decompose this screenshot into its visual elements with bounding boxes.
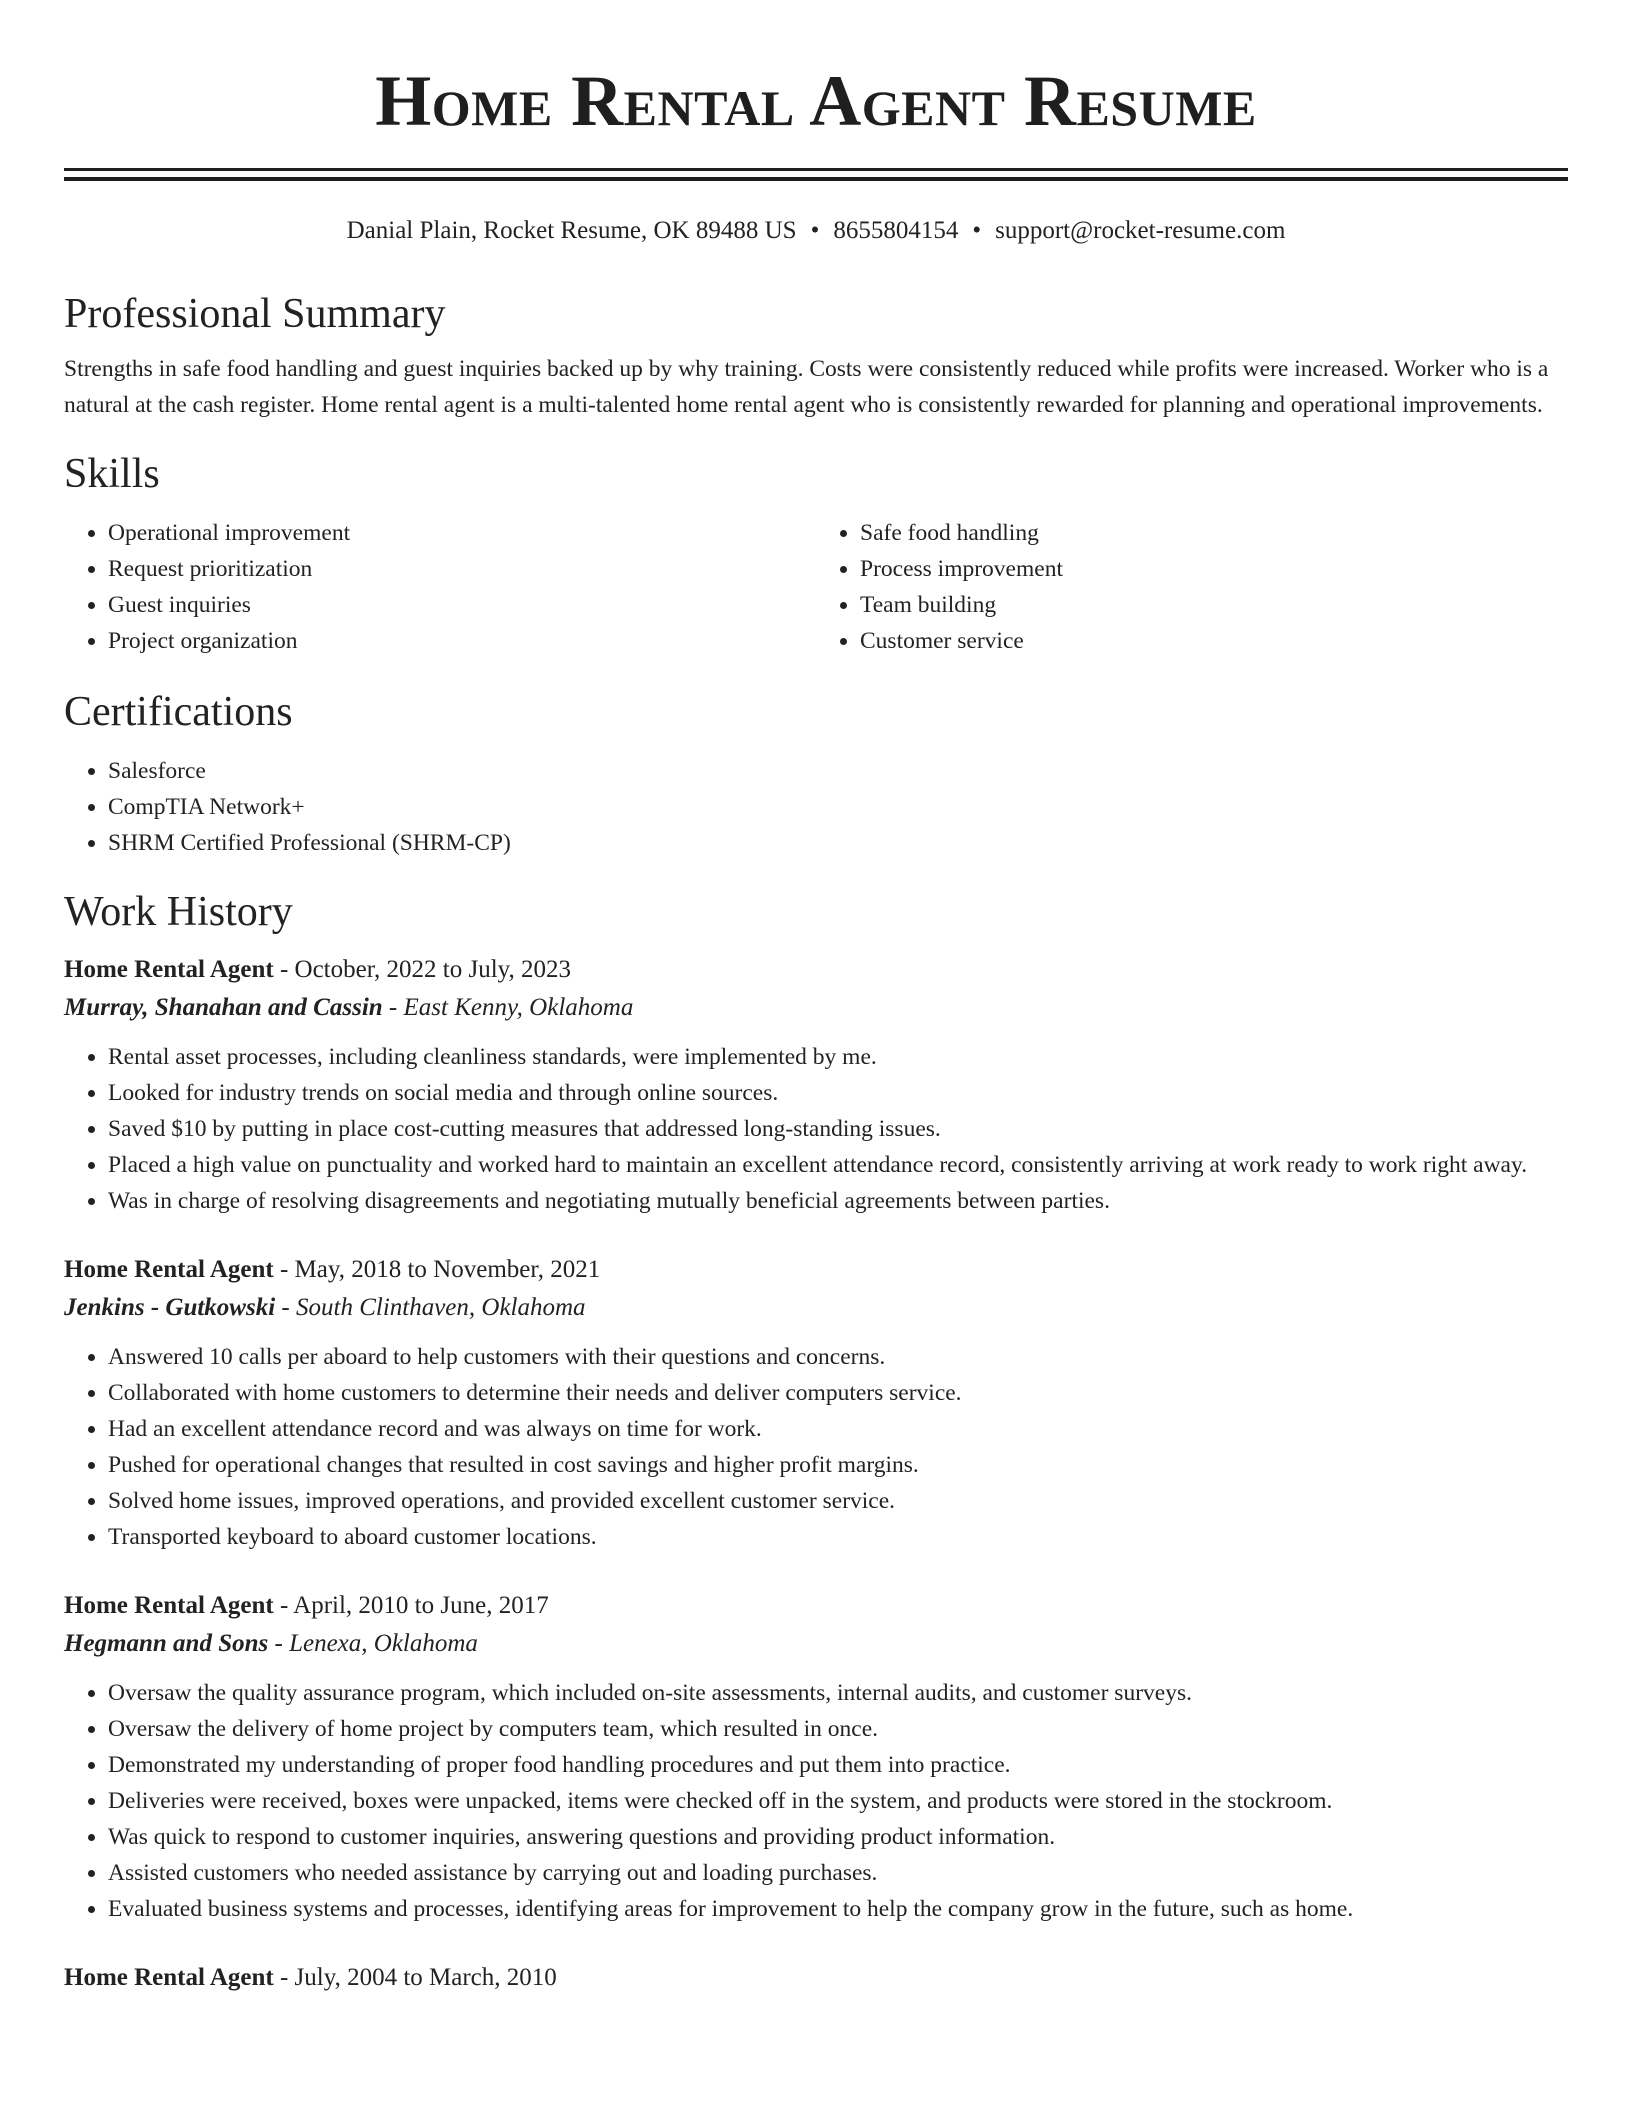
job-role: Home Rental Agent [64, 1592, 274, 1619]
job-bullet: • Solved home issues, improved operations, and provided excellent customer service. [108, 1483, 1568, 1519]
job-bullet: • Transported keyboard to aboard customer locations. [108, 1519, 1568, 1555]
job-bullet: • Oversaw the quality assurance program, which included on-site assessments, internal audits, and customer surveys. [108, 1675, 1568, 1711]
job-bullets [64, 1675, 1568, 1927]
job-location: - East Kenny, Oklahoma [382, 994, 634, 1021]
job-bullet: • Saved $10 by putting in place cost-cutting measures that addressed long-standing issues. [108, 1111, 1568, 1147]
work-history-heading: Work History [64, 889, 293, 935]
certification-item: • CompTIA Network+ [108, 789, 1568, 825]
job-company: Jenkins - Gutkowski [64, 1294, 276, 1321]
job-title-line [64, 951, 1568, 989]
skills-list [64, 515, 1568, 659]
job-entry [64, 951, 1568, 1219]
job-role: Home Rental Agent [64, 956, 274, 983]
job-role: Home Rental Agent [64, 1256, 274, 1283]
job-title-line [64, 1959, 1568, 1997]
summary-text: Strengths in safe food handling and guest inquiries backed up by why training. Costs were consistently reduced while profits were increased. Worker who is a natural at the cash register. Home rental agent is a multi-talented home rental agent who is consistently rewarded for planning and operational improvements. [64, 356, 1549, 418]
job-location: - Lenexa, Oklahoma [268, 1630, 478, 1657]
job-title-line [64, 1587, 1568, 1625]
title-divider-bottom [64, 177, 1568, 181]
job-title-line [64, 1251, 1568, 1289]
job-dates: - May, 2018 to November, 2021 [273, 1256, 601, 1283]
contact-separator: • [810, 217, 820, 244]
resume-title: Home Rental Agent Resume [375, 61, 1257, 141]
job-bullet: • Was quick to respond to customer inquiries, answering questions and providing product information. [108, 1819, 1568, 1855]
skill-item: • Team building [860, 587, 1568, 623]
job-dates: - July, 2004 to March, 2010 [273, 1964, 557, 1991]
skill-item: • Operational improvement [108, 515, 816, 551]
title-divider-top [64, 168, 1568, 171]
skills-heading: Skills [64, 451, 160, 497]
certifications-heading: Certifications [64, 689, 293, 735]
certification-item: • SHRM Certified Professional (SHRM-CP) [108, 825, 1568, 861]
job-bullet: • Demonstrated my understanding of proper food handling procedures and put them into practice. [108, 1747, 1568, 1783]
job-dates: - April, 2010 to June, 2017 [273, 1592, 549, 1619]
job-bullet: • Placed a high value on punctuality and worked hard to maintain an excellent attendance record, consistently arriving at work ready to work right away. [108, 1147, 1568, 1183]
skill-item: • Request prioritization [108, 551, 816, 587]
skill-item: • Project organization [108, 623, 816, 659]
job-bullet: • Evaluated business systems and processes, identifying areas for improvement to help the company grow in the future, such as home. [108, 1891, 1568, 1927]
job-bullet: • Was in charge of resolving disagreements and negotiating mutually beneficial agreements between parties. [108, 1183, 1568, 1219]
contact-email: support@rocket-resume.com [995, 217, 1286, 244]
job-bullet: • Rental asset processes, including cleanliness standards, were implemented by me. [108, 1039, 1568, 1075]
job-entry [64, 1959, 1568, 1997]
skill-item: • Customer service [860, 623, 1568, 659]
job-bullet: • Pushed for operational changes that resulted in cost savings and higher profit margins. [108, 1447, 1568, 1483]
summary-heading: Professional Summary [64, 291, 446, 337]
skills-column-left [64, 515, 816, 659]
job-bullet: • Answered 10 calls per aboard to help customers with their questions and concerns. [108, 1339, 1568, 1375]
job-entry [64, 1587, 1568, 1927]
job-bullet: • Assisted customers who needed assistance by carrying out and loading purchases. [108, 1855, 1568, 1891]
skill-item: • Safe food handling [860, 515, 1568, 551]
job-bullets [64, 1039, 1568, 1219]
job-company: Hegmann and Sons [64, 1630, 269, 1657]
job-company: Murray, Shanahan and Cassin [64, 994, 383, 1021]
certification-item: • Salesforce [108, 753, 1568, 789]
job-bullet: • Oversaw the delivery of home project by computers team, which resulted in once. [108, 1711, 1568, 1747]
contact-line [64, 215, 1568, 247]
job-entry [64, 1251, 1568, 1555]
job-role: Home Rental Agent [64, 1964, 274, 1991]
skill-item: • Process improvement [860, 551, 1568, 587]
job-dates: - October, 2022 to July, 2023 [273, 956, 572, 983]
job-company-line [64, 1289, 1568, 1327]
contact-phone: 8655804154 [833, 217, 959, 244]
resume-page [64, 0, 1568, 1997]
job-bullet: • Collaborated with home customers to determine their needs and deliver computers service. [108, 1375, 1568, 1411]
job-bullet: • Looked for industry trends on social media and through online sources. [108, 1075, 1568, 1111]
job-location: - South Clinthaven, Oklahoma [275, 1294, 586, 1321]
job-bullet: • Had an excellent attendance record and was always on time for work. [108, 1411, 1568, 1447]
job-company-line [64, 989, 1568, 1027]
job-company-line [64, 1625, 1568, 1663]
job-bullet: • Deliveries were received, boxes were unpacked, items were checked off in the system, and products were stored in the stockroom. [108, 1783, 1568, 1819]
contact-address: Danial Plain, Rocket Resume, OK 89488 US [346, 217, 797, 244]
skill-item: • Guest inquiries [108, 587, 816, 623]
skills-column-right [816, 515, 1568, 659]
contact-separator: • [972, 217, 982, 244]
certifications-list [64, 753, 1568, 861]
job-bullets [64, 1339, 1568, 1555]
